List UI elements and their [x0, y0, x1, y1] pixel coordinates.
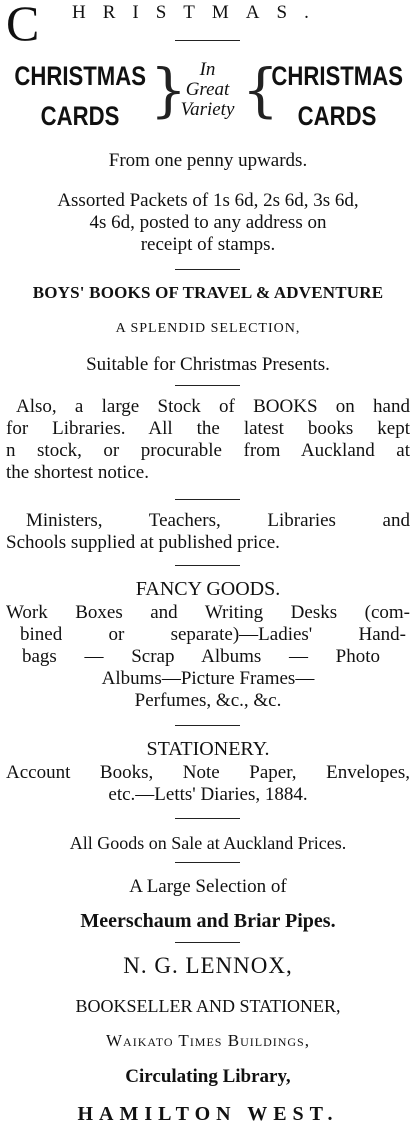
stationery-heading: STATIONERY. — [146, 738, 270, 760]
cards-left — [0, 56, 160, 136]
right-brace-icon: { — [242, 56, 279, 124]
fancy-line3: bags — Scrap Albums — Photo — [22, 646, 380, 667]
stationery-line1: Account Books, Note Paper, Envelopes, — [6, 762, 410, 783]
packets-line2: 4s 6d, posted to any address on — [89, 212, 327, 233]
rule — [175, 725, 240, 726]
hamilton-line: HAMILTON WEST. — [77, 1103, 339, 1125]
boys-books-heading: BOYS' BOOKS OF TRAVEL & ADVENTURE — [32, 283, 384, 302]
packets-line3: receipt of stamps. — [140, 234, 276, 255]
rule — [175, 269, 240, 270]
packets-line1: Assorted Packets of 1s 6d, 2s 6d, 3s 6d, — [57, 190, 359, 211]
cards-right — [257, 56, 417, 136]
packets-text — [6, 190, 410, 256]
rule — [175, 942, 240, 943]
bookseller-line: BOOKSELLER AND STATIONER, — [75, 996, 341, 1016]
cards-middle-line1: In — [199, 59, 216, 80]
rule — [175, 499, 240, 500]
rule — [175, 818, 240, 819]
cards-right-line1: CHRISTMAS — [271, 61, 404, 91]
also-line1: Also, a large Stock of BOOKS on hand — [16, 396, 410, 417]
header-initial: C — [6, 0, 40, 51]
fancy-line1: Work Boxes and Writing Desks (com- — [6, 602, 410, 623]
fancy-line5: Perfumes, &c., &c. — [134, 690, 282, 711]
rule — [175, 565, 240, 566]
penny-line: From one penny upwards. — [108, 150, 308, 171]
ministers-line2: Schools supplied at published price. — [6, 532, 280, 553]
library-line: Circulating Library, — [125, 1066, 291, 1087]
rule — [175, 40, 240, 41]
cards-middle — [165, 60, 250, 120]
ministers-line1: Ministers, Teachers, Libraries and — [26, 510, 410, 531]
rule — [175, 862, 240, 863]
cards-right-line2: CARDS — [297, 101, 377, 131]
also-line4: the shortest notice. — [6, 462, 149, 483]
rule — [175, 385, 240, 386]
fancy-line2: bined or separate)—Ladies' Hand- — [20, 624, 406, 645]
cards-middle-line3: Variety — [180, 99, 235, 120]
ministers-text — [6, 510, 410, 554]
pipes-intro: A Large Selection of — [129, 876, 287, 897]
buildings-line: Waikato Times Buildings, — [106, 1031, 310, 1050]
also-line3: n stock, or procurable from Auckland at — [6, 440, 410, 461]
left-brace-icon: } — [150, 56, 187, 124]
pipes-heading: Meerschaum and Briar Pipes. — [80, 910, 336, 932]
header-rest: HRISTMAS. — [72, 2, 326, 23]
cards-middle-line2: Great — [185, 79, 230, 100]
cards-left-line2: CARDS — [40, 101, 120, 131]
cards-left-line1: CHRISTMAS — [14, 61, 147, 91]
suitable-line: Suitable for Christmas Presents. — [86, 354, 330, 375]
fancy-goods-heading: FANCY GOODS. — [135, 578, 281, 600]
splendid-line: A SPLENDID SELECTION, — [115, 321, 301, 336]
fancy-line4: Albums—Picture Frames— — [101, 668, 315, 689]
also-line2: for Libraries. All the latest books kept — [6, 418, 410, 439]
stationery-text — [6, 762, 410, 806]
auckland-line: All Goods on Sale at Auckland Prices. — [69, 833, 347, 853]
also-text — [6, 396, 410, 484]
stationery-line2: etc.—Letts' Diaries, 1884. — [108, 784, 308, 805]
lennox-name: N. G. LENNOX, — [123, 953, 293, 978]
fancy-goods-text — [6, 602, 410, 712]
